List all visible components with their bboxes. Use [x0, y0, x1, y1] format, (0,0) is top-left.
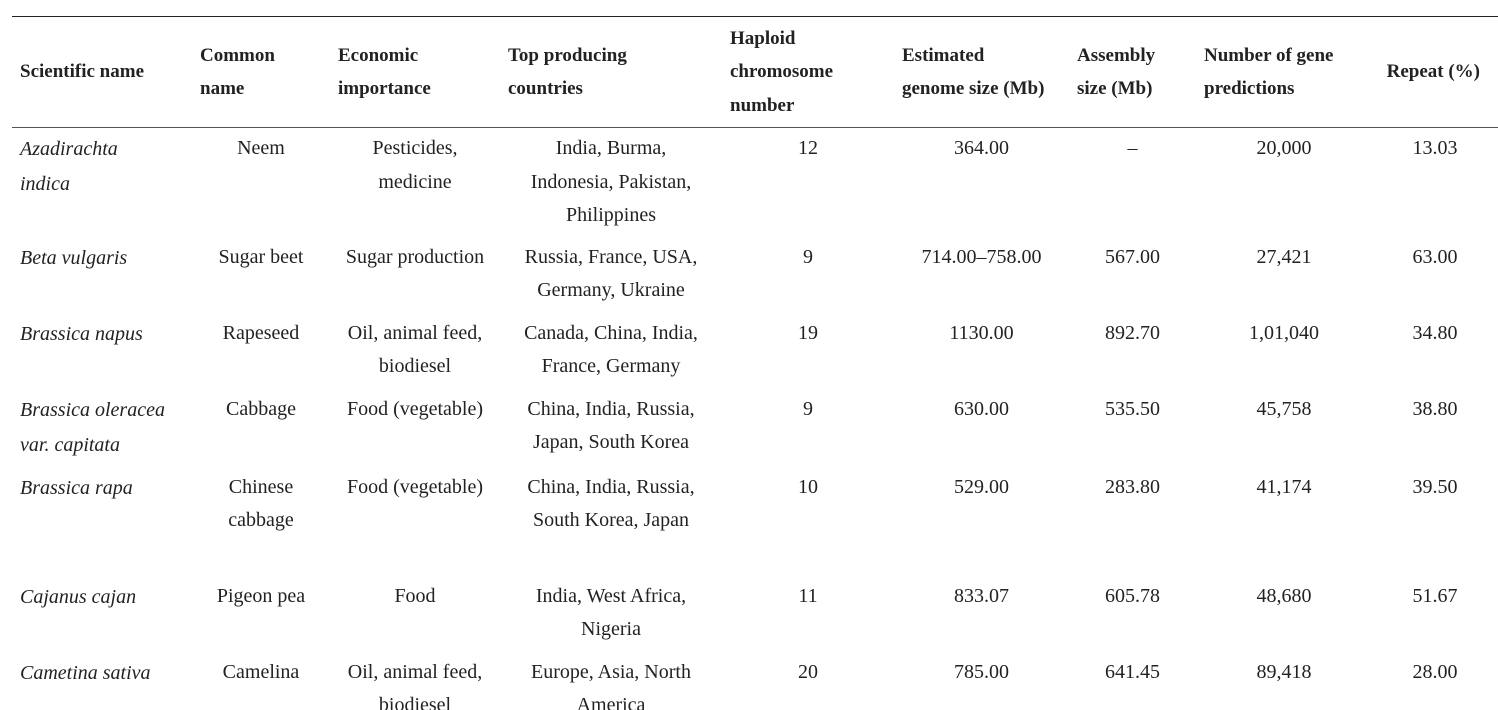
cell-scientific-name: [12, 467, 192, 576]
cell-assembly-size: 892.70: [1105, 321, 1160, 344]
cell-repeat: 34.80: [1412, 321, 1458, 344]
cell-genome-size: 714.00–758.00: [921, 245, 1042, 268]
cell-scientific-name: [12, 128, 192, 237]
cell-line: medicine: [378, 170, 452, 193]
header-row: [12, 17, 1498, 128]
cell-scientific-name: [12, 389, 192, 467]
cell-repeat: 39.50: [1412, 475, 1458, 498]
header-chromosome-number: [722, 17, 894, 128]
table-row: [12, 237, 1498, 313]
cell-line: biodiesel: [378, 355, 452, 377]
cell-top-countries: [500, 237, 722, 313]
cell-line: China, India, Russia,: [527, 475, 695, 498]
header-line: Haploid: [730, 27, 796, 49]
cell-genome-size: 529.00: [954, 475, 1009, 498]
header-line: Assembly: [1077, 44, 1156, 66]
cell-common-name: [192, 467, 330, 576]
cell-line: biodiesel: [378, 694, 452, 710]
cell-line: Food: [394, 584, 436, 607]
cell-genome-size: 364.00: [954, 137, 1009, 159]
header-line: chromosome: [730, 61, 834, 83]
cell-gene-predictions: 89,418: [1256, 660, 1312, 683]
cell-common-name: [192, 389, 330, 467]
cell-economic-importance: [330, 467, 500, 576]
cell-chromosome-number: 9: [803, 245, 813, 268]
cell-economic-importance: [330, 313, 500, 389]
cell-scientific-name: [12, 576, 192, 652]
header-line: Economic: [338, 44, 419, 66]
cell-economic-importance: [330, 128, 500, 237]
cell-line: Russia, France, USA,: [524, 245, 698, 268]
cell-scientific-name: [12, 652, 192, 710]
cell-line: Rapeseed: [222, 321, 300, 344]
cell-genome-size: 630.00: [954, 397, 1009, 420]
header-line: name: [200, 78, 245, 99]
cell-line: Pigeon pea: [216, 584, 306, 607]
cell-common-name: [192, 576, 330, 652]
cell-line: Japan, South Korea: [532, 431, 690, 453]
header-line: countries: [508, 78, 583, 99]
genome-table-container: [12, 16, 1498, 710]
table-header: [12, 17, 1498, 128]
cell-repeat: 38.80: [1412, 397, 1458, 420]
cell-line: cabbage: [228, 509, 294, 531]
header-gene-predictions: [1196, 17, 1372, 128]
cell-line: Camelina: [222, 660, 300, 683]
table-row: [12, 313, 1498, 389]
header-line: predictions: [1204, 78, 1295, 99]
cell-gene-predictions: 20,000: [1256, 137, 1312, 159]
cell-line: Sugar beet: [218, 245, 304, 268]
cell-line: India, West Africa,: [535, 584, 687, 607]
cell-line: Philippines: [565, 204, 656, 226]
cell-economic-importance: [330, 237, 500, 313]
cell-line: Sugar production: [345, 245, 485, 268]
cell-scientific-name: [12, 237, 192, 313]
cell-assembly-size: –: [1127, 137, 1138, 159]
cell-line: Oil, animal feed,: [347, 321, 483, 344]
cell-line: Brassica oleracea: [20, 398, 165, 421]
cell-line: Brassica rapa: [20, 476, 133, 499]
cell-repeat: 51.67: [1412, 584, 1458, 607]
cell-line: America: [576, 694, 646, 710]
cell-assembly-size: 605.78: [1105, 584, 1160, 607]
table-body: [12, 128, 1498, 710]
cell-assembly-size: 641.45: [1105, 660, 1160, 683]
cell-line: Cajanus cajan: [20, 585, 137, 608]
table-row: [12, 128, 1498, 237]
cell-genome-size: 833.07: [954, 584, 1009, 607]
cell-line: Indonesia, Pakistan,: [530, 170, 692, 193]
cell-chromosome-number: 10: [798, 475, 818, 498]
cell-genome-size: 1130.00: [949, 321, 1014, 344]
table-row: [12, 467, 1498, 576]
table-row: [12, 576, 1498, 652]
cell-repeat: 13.03: [1412, 137, 1458, 159]
genome-table: [12, 16, 1498, 710]
cell-gene-predictions: 41,174: [1256, 475, 1312, 498]
cell-scientific-name: [12, 313, 192, 389]
header-line: size (Mb): [1077, 78, 1153, 99]
header-line: Common: [200, 44, 275, 66]
cell-common-name: [192, 128, 330, 237]
cell-line: Neem: [237, 137, 285, 159]
header-line: number: [730, 94, 795, 116]
cell-economic-importance: [330, 576, 500, 652]
cell-chromosome-number: 12: [798, 137, 818, 159]
cell-line: Oil, animal feed,: [347, 660, 483, 683]
cell-gene-predictions: 45,758: [1256, 397, 1312, 420]
header-economic-importance: [330, 17, 500, 128]
cell-chromosome-number: 19: [798, 321, 818, 344]
cell-line: Europe, Asia, North: [531, 660, 691, 683]
cell-genome-size: 785.00: [954, 660, 1009, 683]
cell-line: Beta vulgaris: [20, 246, 128, 269]
cell-line: Nigeria: [581, 618, 641, 640]
header-line: genome size (Mb): [902, 78, 1045, 99]
cell-line: Canada, China, India,: [524, 321, 698, 344]
cell-line: France, Germany: [541, 355, 681, 377]
cell-line: Food (vegetable): [346, 397, 484, 420]
header-common-name: [192, 17, 330, 128]
cell-gene-predictions: 48,680: [1256, 584, 1312, 607]
cell-line: Brassica napus: [20, 322, 143, 345]
cell-chromosome-number: 11: [798, 584, 818, 607]
table-row: [12, 389, 1498, 467]
cell-top-countries: [500, 128, 722, 237]
cell-repeat: 28.00: [1412, 660, 1458, 683]
cell-common-name: [192, 652, 330, 710]
cell-line: Cabbage: [226, 397, 296, 420]
cell-line: China, India, Russia,: [527, 397, 695, 420]
cell-gene-predictions: 1,01,040: [1249, 321, 1319, 344]
cell-top-countries: [500, 467, 722, 576]
cell-top-countries: [500, 313, 722, 389]
cell-economic-importance: [330, 652, 500, 710]
header-line: Repeat (%): [1386, 61, 1480, 83]
cell-line: var. capitata: [20, 433, 120, 456]
cell-line: India, Burma,: [555, 137, 667, 159]
header-repeat: [1372, 17, 1498, 128]
cell-gene-predictions: 27,421: [1256, 245, 1312, 268]
cell-repeat: 63.00: [1412, 245, 1458, 268]
header-assembly-size: [1069, 17, 1196, 128]
header-scientific-name: [12, 17, 192, 128]
cell-common-name: [192, 313, 330, 389]
cell-economic-importance: [330, 389, 500, 467]
cell-top-countries: [500, 576, 722, 652]
cell-top-countries: [500, 389, 722, 467]
cell-line: Azadirachta: [20, 138, 118, 160]
header-genome-size: [894, 17, 1069, 128]
cell-line: indica: [20, 173, 70, 195]
cell-line: Food (vegetable): [346, 475, 484, 498]
header-line: Estimated: [902, 44, 985, 66]
cell-assembly-size: 535.50: [1105, 397, 1160, 420]
cell-top-countries: [500, 652, 722, 710]
header-top-countries: [500, 17, 722, 128]
header-line: importance: [338, 78, 431, 99]
cell-line: Chinese: [228, 475, 294, 498]
cell-line: Pesticides,: [372, 137, 458, 159]
cell-assembly-size: 283.80: [1105, 475, 1160, 498]
cell-common-name: [192, 237, 330, 313]
cell-chromosome-number: 20: [798, 660, 818, 683]
cell-assembly-size: 567.00: [1105, 245, 1160, 268]
cell-line: South Korea, Japan: [532, 509, 690, 531]
table-row: [12, 652, 1498, 710]
header-line: Number of gene: [1204, 44, 1334, 66]
cell-line: Germany, Ukraine: [537, 279, 685, 301]
header-line: Scientific name: [20, 61, 145, 83]
cell-line: Cametina sativa: [20, 661, 151, 684]
header-line: Top producing: [508, 44, 627, 66]
cell-chromosome-number: 9: [803, 397, 813, 420]
